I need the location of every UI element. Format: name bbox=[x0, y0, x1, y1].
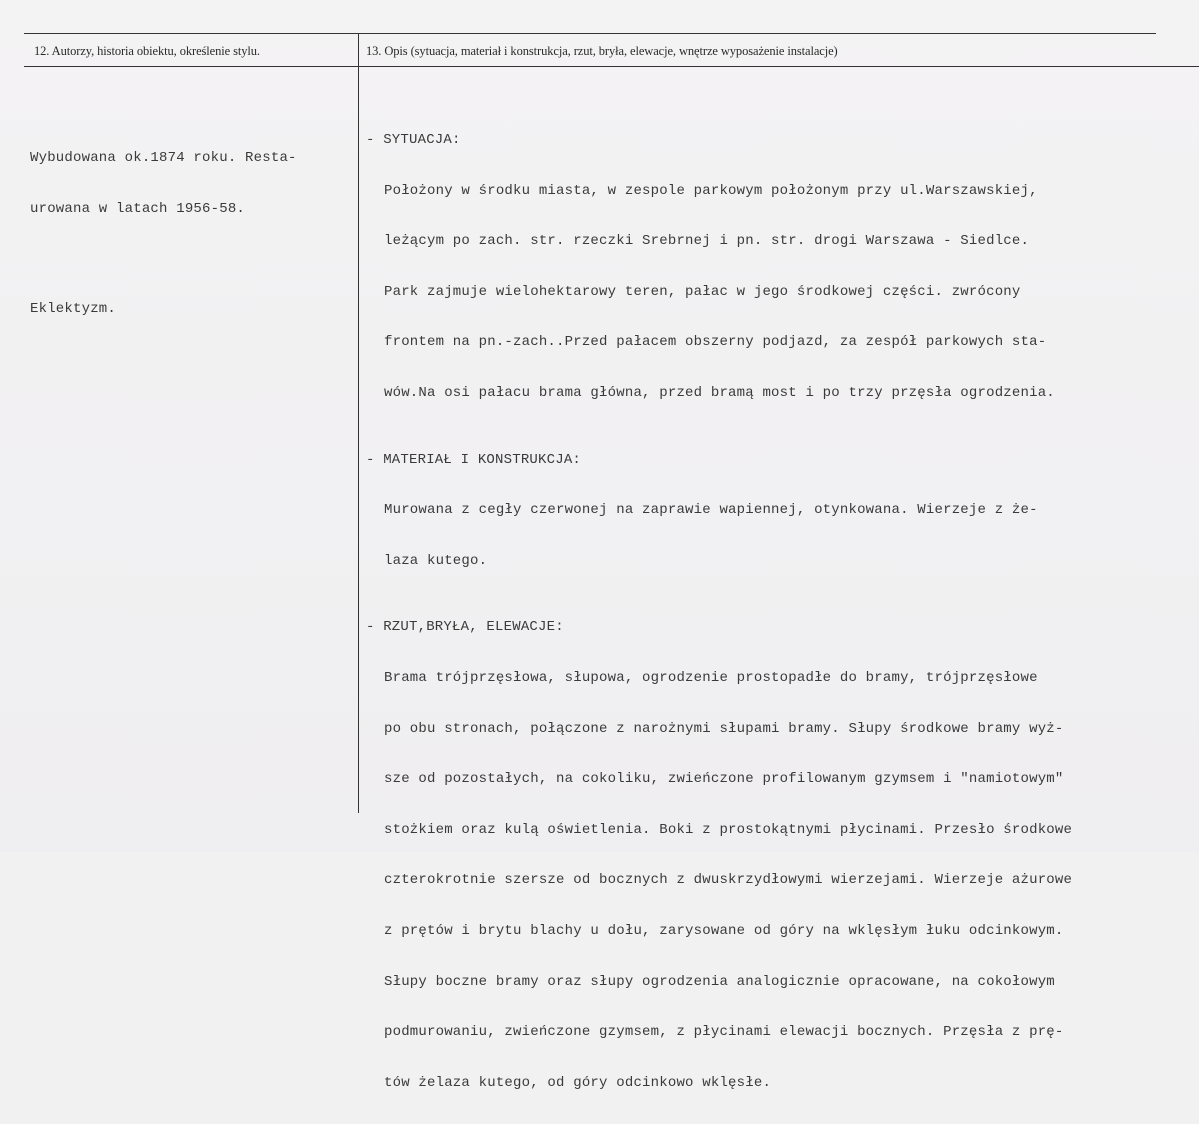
sytuacja-line: Położony w środku miasta, w zespole parkowym położonym przy ul.Warszawskiej, bbox=[384, 182, 1038, 199]
history-style-section bbox=[30, 117, 297, 351]
column-divider-line bbox=[358, 33, 359, 813]
section-heading-material: - MATERIAŁ I KONSTRUKCJA: bbox=[366, 451, 582, 468]
sytuacja-line: Park zajmuje wielohektarowy teren, pałac w jego środkowej części. zwrócony bbox=[384, 283, 1021, 300]
left-column-header: 12. Autorzy, historia obiektu, określenie stylu. bbox=[34, 44, 260, 58]
sytuacja-line: frontem na pn.-zach..Przed pałacem obszerny podjazd, za zespół parkowych sta- bbox=[384, 334, 1047, 351]
rzut-line: czterokrotnie szersze od bocznych z dwuskrzydłowymi wierzejami. Wierzeje ażurowe bbox=[384, 872, 1073, 889]
rzut-line: z prętów i brytu blachy u dołu, zarysowane od góry na wklęsłym łuku odcinkowym. bbox=[384, 922, 1064, 939]
rzut-line: Słupy boczne bramy oraz słupy ogrodzenia analogicznie opracowane, na cokołowym bbox=[384, 973, 1055, 990]
description-section bbox=[366, 99, 1199, 1124]
sytuacja-line: leżącym po zach. str. rzeczki Srebrnej i pn. str. drogi Warszawa - Siedlce. bbox=[384, 233, 1030, 250]
sytuacja-line: wów.Na osi pałacu brama główna, przed bramą most i po trzy przęsła ogrodzenia. bbox=[384, 384, 1055, 401]
rzut-line: stożkiem oraz kulą oświetlenia. Boki z prostokątnymi płycinami. Przesło środkowe bbox=[384, 821, 1073, 838]
rzut-line: po obu stronach, połączone z narożnymi słupami bramy. Słupy środkowe bramy wyż- bbox=[384, 720, 1064, 737]
top-border-line bbox=[24, 33, 1156, 34]
section-heading-sytuacja: - SYTUACJA: bbox=[366, 132, 461, 148]
rzut-line: tów żelaza kutego, od góry odcinkowo wklęsłe. bbox=[384, 1074, 772, 1091]
section-heading-rzut: - RZUT,BRYŁA, ELEWACJE: bbox=[366, 619, 564, 636]
header-separator-line bbox=[24, 66, 1199, 67]
material-line: Murowana z cegły czerwonej na zaprawie wapiennej, otynkowana. Wierzeje z że- bbox=[384, 502, 1038, 519]
material-line: laza kutego. bbox=[384, 552, 488, 569]
spacer bbox=[30, 250, 297, 268]
rzut-line: podmurowaniu, zwieńczone gzymsem, z płycinami elewacji bocznych. Przęsła z prę- bbox=[384, 1024, 1064, 1041]
history-line: urowana w latach 1956-58. bbox=[30, 200, 246, 217]
right-column-header: 13. Opis (sytuacja, materiał i konstrukcja, rzut, bryła, elewacje, wnętrze wyposażenie instalacje) bbox=[366, 44, 838, 58]
history-line: Wybudowana ok.1874 roku. Resta- bbox=[30, 150, 297, 166]
style-text: Eklektyzm. bbox=[30, 301, 117, 317]
rzut-line: sze od pozostałych, na cokoliku, zwieńczone profilowanym gzymsem i "namiotowym" bbox=[384, 771, 1064, 788]
rzut-line: Brama trójprzęsłowa, słupowa, ogrodzenie prostopadłe do bramy, trójprzęsłowe bbox=[384, 669, 1038, 686]
